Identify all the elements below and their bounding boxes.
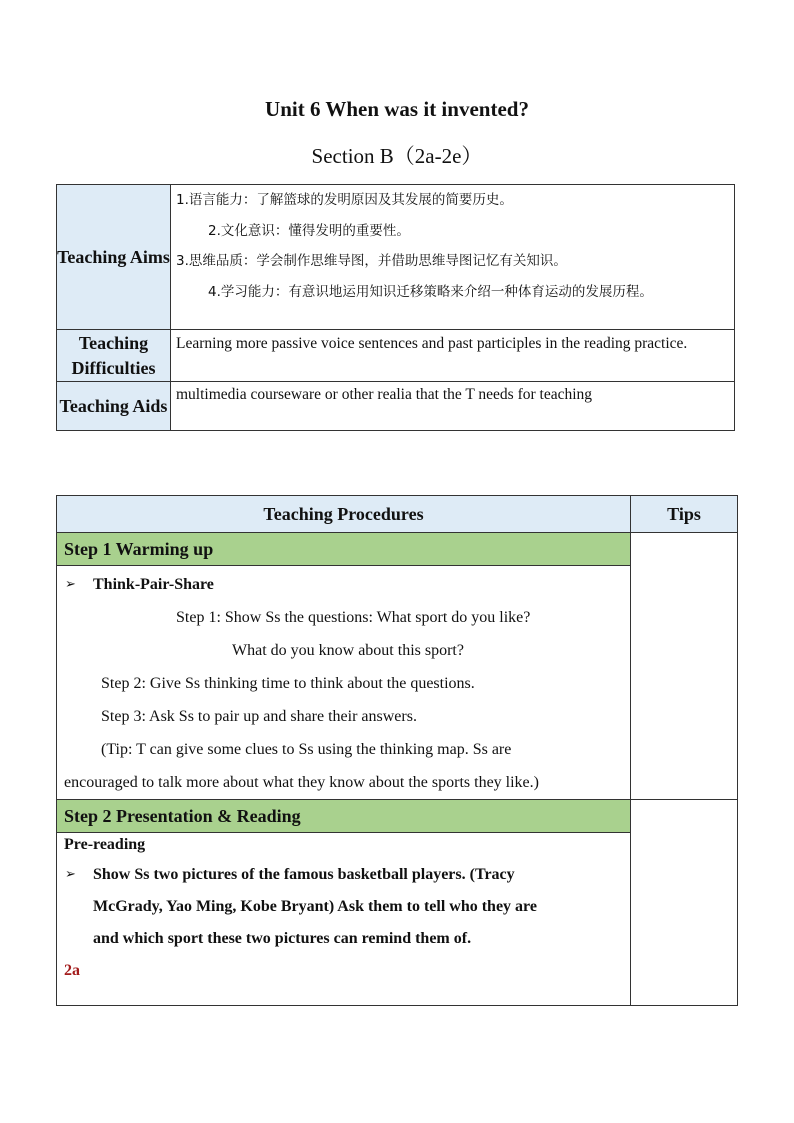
aim-item: 1.语言能力：了解篮球的发明原因及其发展的简要历史。 bbox=[176, 192, 513, 208]
step2-content bbox=[57, 833, 631, 1006]
tips-cell-step1 bbox=[631, 533, 738, 800]
step2-bullet-line: Show Ss two pictures of the famous basketball players. (Tracy bbox=[93, 866, 515, 883]
aims-label: Teaching Aims bbox=[57, 185, 171, 330]
aims-content bbox=[171, 185, 735, 330]
step1-title: Step 1 Warming up bbox=[57, 533, 631, 566]
arrow-bullet-icon: ➢ bbox=[65, 867, 76, 882]
step1-line: Step 1: Show Ss the questions: What sport do you like? bbox=[176, 609, 531, 626]
procedures-table bbox=[56, 495, 738, 1006]
pre-reading-label: Pre-reading bbox=[64, 836, 146, 853]
step2-bullet-line: McGrady, Yao Ming, Kobe Bryant) Ask them to tell who they are bbox=[93, 898, 537, 915]
page-title: Unit 6 When was it invented? bbox=[265, 97, 529, 121]
section-2a-label: 2a bbox=[64, 962, 80, 979]
aim-item: 2.文化意识：懂得发明的重要性。 bbox=[208, 222, 410, 239]
page-subtitle: Section B（2a-2e） bbox=[311, 144, 483, 168]
tips-cell-step2 bbox=[631, 800, 738, 1006]
difficulties-label: Teaching Difficulties bbox=[57, 330, 171, 382]
step1-content bbox=[57, 566, 631, 800]
step1-line: (Tip: T can give some clues to Ss using the thinking map. Ss are bbox=[101, 741, 512, 758]
aids-label: Teaching Aids bbox=[57, 382, 171, 431]
step2-bullet-line: and which sport these two pictures can remind them of. bbox=[93, 930, 472, 947]
step1-line: Step 3: Ask Ss to pair up and share their answers. bbox=[101, 708, 417, 725]
step1-line: encouraged to talk more about what they know about the sports they like.) bbox=[64, 774, 539, 791]
step1-bullet: Think-Pair-Share bbox=[93, 576, 214, 593]
aids-content: multimedia courseware or other realia that the T needs for teaching bbox=[171, 382, 735, 431]
step2-title: Step 2 Presentation & Reading bbox=[57, 800, 631, 833]
difficulties-content: Learning more passive voice sentences and past participles in the reading practice. bbox=[171, 330, 735, 382]
info-table bbox=[56, 184, 735, 431]
step1-line: Step 2: Give Ss thinking time to think about the questions. bbox=[101, 675, 475, 692]
procedures-header: Teaching Procedures bbox=[57, 496, 631, 533]
aim-item: 3.思维品质：学会制作思维导图，并借助思维导图记忆有关知识。 bbox=[176, 253, 567, 269]
aim-item: 4.学习能力：有意识地运用知识迁移策略来介绍一种体育运动的发展历程。 bbox=[208, 283, 653, 300]
tips-header: Tips bbox=[631, 496, 738, 533]
step1-line: What do you know about this sport? bbox=[232, 642, 464, 659]
arrow-bullet-icon: ➢ bbox=[65, 577, 76, 592]
